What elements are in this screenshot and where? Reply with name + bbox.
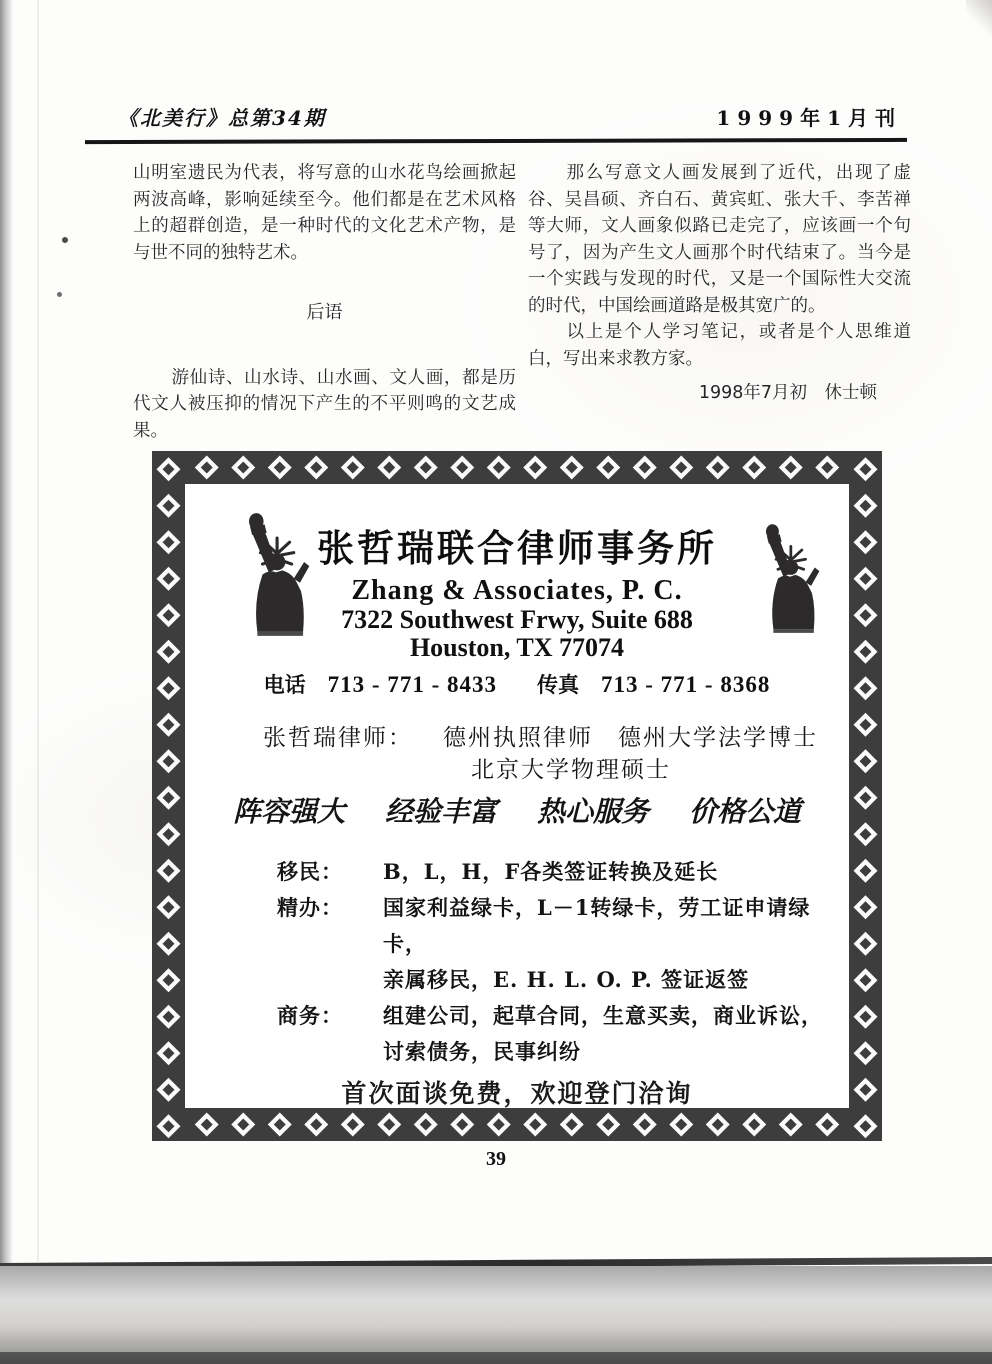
attorney-name-label: 张哲瑞律师： [263,725,413,751]
paragraph: 游仙诗、山水诗、山水画、文人画，都是历代文人被压抑的情况下产生的不平则鸣的文艺成果。 [133,367,516,441]
service-category-label: 精办： [277,895,343,920]
paragraph: 以上是个人学习笔记，或者是个人思维道白，写出来求教方家。 [528,322,911,369]
paragraph: 那么写意文人画发展到了近代，出现了虚谷、吴昌硕、齐白石、黄宾虹、张大千、李苦禅等大师，文人画象似路已走完了，应该画一个句号了，因为产生文人画那个时代结束了。当今是一个实践与发现的时代，又是一个国际性大交流的时代，中国绘画道路是极其宽广的。 [528,163,911,316]
slogan-phrase: 价格公道 [689,795,802,828]
masthead [118,102,902,131]
law-firm-name-chinese: 张哲瑞联合律师事务所 [317,527,717,570]
slogan-phrase: 热心服务 [537,795,650,828]
law-firm-name-english: Zhang & Associates, P. C. [351,575,683,606]
article-columns [133,160,911,444]
scan-corner-smudge [966,0,992,40]
page-number: 39 [486,1148,506,1170]
journal-date: 1999年1月刊 [716,106,902,130]
statue-of-liberty-icon [743,520,835,638]
ad-border-right [849,451,882,1141]
ad-border-top [152,451,882,484]
service-line: 讨索债务，民事纠纷 [383,1039,581,1064]
attorney-credentials [263,722,849,786]
masthead-divider-rule [85,138,907,144]
phone-fax-row [185,670,849,700]
fax-label: 传真 [537,673,579,697]
service-category-label: 移民： [277,859,343,884]
right-column [528,160,911,444]
firm-address-street: 7322 Southwest Frwy, Suite 688 [341,605,693,634]
section-heading: 后语 [306,302,343,323]
ad-footer-offer: 首次面谈免费，欢迎登门洽询 [341,1079,693,1108]
page-fold-line [37,0,39,1262]
ad-border-bottom [152,1108,882,1141]
service-line: 亲属移民，E. H. L. O. P. 签证返签 [383,967,750,992]
services-list [277,854,849,1070]
ad-border-left [152,451,185,1141]
article-signature: 1998年7月初 休士顿 [698,383,877,403]
scan-speck [57,292,62,297]
phone-label: 电话 [263,673,306,697]
law-firm-advertisement [152,451,882,1141]
service-line: 国家利益绿卡，L－1转绿卡，劳工证申请绿卡， [383,895,811,956]
scanner-background-strip [0,1266,992,1354]
statue-of-liberty-icon [223,509,327,641]
ad-content [185,484,849,1108]
ad-slogan-row [185,794,849,830]
firm-address-city: Houston, TX 77074 [409,633,625,662]
journal-issue-title: 《北美行》总第34期 [118,106,326,130]
fax-number: 713 - 771 - 8368 [601,672,771,697]
service-line: B，L，H，F各类签证转换及延长 [383,859,719,884]
paragraph: 山明室遗民为代表，将写意的山水花鸟绘画掀起两波高峰，影响延续至今。他们都是在艺术风格上的超群创造，是一种时代的文化艺术产物，是与世不同的独特艺术。 [133,163,516,263]
service-category-label: 商务： [277,1003,343,1028]
attorney-credentials-line1 [263,722,849,754]
service-line: 组建公司，起草合同，生意买卖，商业诉讼， [383,1003,823,1028]
slogan-phrase: 经验丰富 [384,795,497,828]
left-column [133,160,516,444]
scanner-left-edge-shadow [0,0,13,1364]
slogan-phrase: 阵容强大 [232,795,345,828]
scanner-background-dark-strip [0,1352,992,1364]
attorney-credentials-line2: 北京大学物理硕士 [471,757,671,783]
attorney-credentials-text: 德州执照律师 德州大学法学博士 [443,725,818,751]
phone-number: 713 - 771 - 8433 [327,672,497,697]
scan-speck [62,237,68,243]
